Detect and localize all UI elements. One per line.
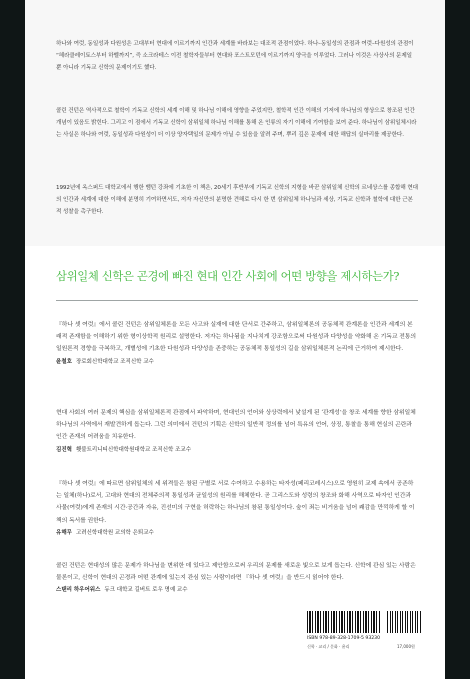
review-author [56,527,418,539]
review-author [56,356,418,368]
barcode [307,611,381,633]
review-author [56,444,418,456]
reviewer-affiliation: 듀크 대학교 길버트 로우 명예 교수 [104,587,188,594]
review-text: 『하나 셋 여럿』에서 콜린 건턴은 삼위일체론을 모든 사고와 실재에 대한 단서로 간주하고, 삼위일체론의 공동체적 관계론을 인간과 세계의 본래적 존재함을 이해하기 위한 형이상학적 원리로 설명한다. 저자는 하나됨을 지나치게 강조함으로써 다원성과 다양성을 약화해 온 기독교 전통의 일원론적 경향을 극복하고, 개별성에 기초한 다원성과 다양성을 존중하는 공동체적 통일성의 길을 삼위일체론적 논리에 근거하여 제시한다. [56,322,416,353]
review [56,478,418,539]
classification-text: 신학 · 교리 / 문화 · 윤리 [307,644,350,649]
review [56,319,418,368]
reviewer-affiliation: 횃불트리니티신학대학원대학교 조직신학 조교수 [75,446,192,453]
price-text: 17,000원 [397,644,415,649]
isbn-text: ISBN 978-89-328-1709-5 93230 [307,636,381,641]
review [56,407,418,456]
back-cover [25,0,445,679]
intro-section [25,0,445,246]
review-text: 현대 사회의 여러 문제의 핵심을 삼위일체론적 관점에서 파악하며, 현대인의 언어와 상상력에서 낯설게 된 ‘관계성’을 창조 세계를 향한 삼위일체 하나님의 사역에서 재발견하게 돕는다. 그런 의미에서 건턴의 기획은 신학의 일반적 정의를 넘어 특유의 언어, 상징, 통찰을 통해 현실의 곤란과 인간 존재의 어려움을 치유한다. [56,410,416,441]
reviewer-name: 김진혁 [56,446,72,453]
reviewer-affiliation: 장로회신학대학교 조직신학 교수 [75,358,154,365]
reviewer-name: 윤철호 [56,358,72,365]
reviewer-name: 유해무 [56,529,72,536]
review [56,560,418,596]
barcode-block [307,611,423,659]
reviewer-name: 스탠리 하우어워스 [56,587,101,594]
review-author [56,584,418,596]
intro-paragraph: 하나와 여럿, 동일성과 다원성은 고대부터 현대에 이르기까지 인간과 세계를 바라보는 대조적 관점이었다. 하나–동일성의 관점과 여럿–다원성의 관점이 “헤라클레이토스부터 하벨까지”, 즉 소크라테스 이전 철학자들부터 현대와 포스트모던에 이르기까지 양극을 이루었다. 그러나 이것은 사상사의 문제일 뿐 아니라 기독교 신학의 문제이기도 했다. [56,41,414,71]
divider [56,300,418,301]
intro-paragraph: 콜린 건턴은 역사적으로 철학이 기독교 신학의 세계 이해 및 하나님 이해에 영향을 주었지만, 철학적 인간 이해의 기저에 하나님의 형상으로 창조된 인간 개념이 있음도 밝힌다. 그리고 이 점에서 기독교 신학이 삼위일체 하나님 이해를 통해 온 인류의 자기 이해에 기여함을 보여 준다. 하나님이 삼위일체시라는 사실은 하나와 여럿, 동일성과 다원성이 더 이상 양자택일의 문제가 아닐 수 있음을 알려 주며, 뿌리 깊은 문제에 대한 해답의 실마리를 제공한다. [56,108,417,138]
headline: 삼위일체 신학은 곤경에 빠진 현대 인간 사회에 어떤 방향을 제시하는가? [56,270,400,283]
review-text: 『하나 셋 여럿』에 따르면 삼위일체의 세 위격들은 참된 구별로 서로 수여하고 수용하는 타자성(페리코레시스)으로 영원히 교제 속에서 공존하는 일체(하나)로서, 고대와 현대의 전체주의적 통일성과 균일성의 원리를 해체한다. 곧 그리스도와 성령의 창조와 화해 사역으로 타자인 인간과 사물(여럿)에게 존재의 시간·공간과 자유, 진선미의 구현을 허락하는 하나님의 참된 통일성이다. 숲이 죄는 비거움을 넘어 쾌감을 만끽하게 할 이 책의 독서를 권한다. [56,481,415,524]
barcode-addon [387,611,421,633]
review-text: 콜린 건턴은 현대성의 많은 문제가 하나님을 변위한 데 있다고 제안함으로써 우리의 문제를 새로운 빛으로 보게 돕는다. 신학에 관심 있는 사람은 물론이고, 신학이 현대의 곤경과 어떤 관계에 있는지 관심 있는 사람이라면 『하나 셋 여럿』을 반드시 읽어야 한다. [56,563,416,582]
intro-paragraph: 1992년에 옥스퍼드 대학교에서 행한 뱀턴 강좌에 기초한 이 책은, 20세기 후반부에 기독교 신학의 지형을 바꾼 삼위일체 신학의 르네상스를 종합해 현대의 인간과 세계에 대한 이해에 분명히 기여하면서도, 저자 자신만의 분명한 견해로 다시 한 번 삼위일체 하나님과 세상, 기독교 신학과 철학에 대한 근본적 성찰을 촉구한다. [56,185,418,215]
reviewer-affiliation: 고려신학대학원 교의학 은퇴교수 [75,529,154,536]
